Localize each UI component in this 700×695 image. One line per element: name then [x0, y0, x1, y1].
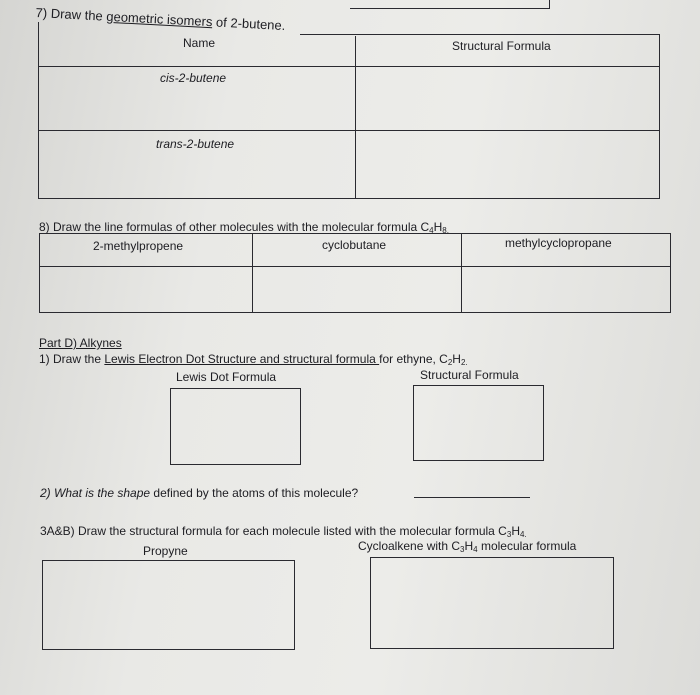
- q8-title: 8) Draw the line formulas of other molecules with the molecular formula $C_4H_{8.}$: [39, 220, 449, 235]
- q7-title: 7) Draw the geometric isomers of 2-butene.: [35, 5, 286, 34]
- q8-col-methylcyclopropane: methylcyclopropane: [505, 236, 612, 250]
- q1-title: 1) Draw the Lewis Electron Dot Structure and structural formula for ethyne, $C_2H_{2.}$: [39, 352, 468, 367]
- lewis-dot-answer-box[interactable]: [170, 388, 301, 465]
- q3-title: 3A&B) Draw the structural formula for each molecule listed with the molecular formula $C_3H_{4.}$: [40, 524, 527, 539]
- q2-question: 2) What is the shape defined by the atoms of this molecule?: [40, 486, 359, 500]
- q7-col-formula: Structural Formula: [452, 39, 551, 53]
- cycloalkene-answer-box[interactable]: [370, 557, 614, 649]
- q2-answer-blank[interactable]: [414, 497, 530, 498]
- top-box-edge: [350, 8, 550, 9]
- lewis-dot-label: Lewis Dot Formula: [176, 370, 277, 384]
- q7-col-name: Name: [183, 36, 216, 50]
- q7-row-cis: cis-2-butene: [160, 71, 227, 85]
- q8-col-2-methylpropene: 2-methylpropene: [93, 239, 184, 253]
- propyne-answer-box[interactable]: [42, 560, 295, 650]
- structural-formula-label: Structural Formula: [420, 368, 519, 382]
- ethyne-structural-answer-box[interactable]: [413, 385, 544, 461]
- q8-col-cyclobutane: cyclobutane: [322, 238, 387, 252]
- part-d-heading: Part D) Alkynes: [39, 336, 122, 350]
- propyne-label: Propyne: [143, 544, 188, 558]
- cycloalkene-label: Cycloalkene with $C_3H_4$ molecular formula: [358, 539, 577, 554]
- q7-row-trans: trans-2-butene: [156, 137, 235, 151]
- top-box-edge-right: [549, 0, 550, 9]
